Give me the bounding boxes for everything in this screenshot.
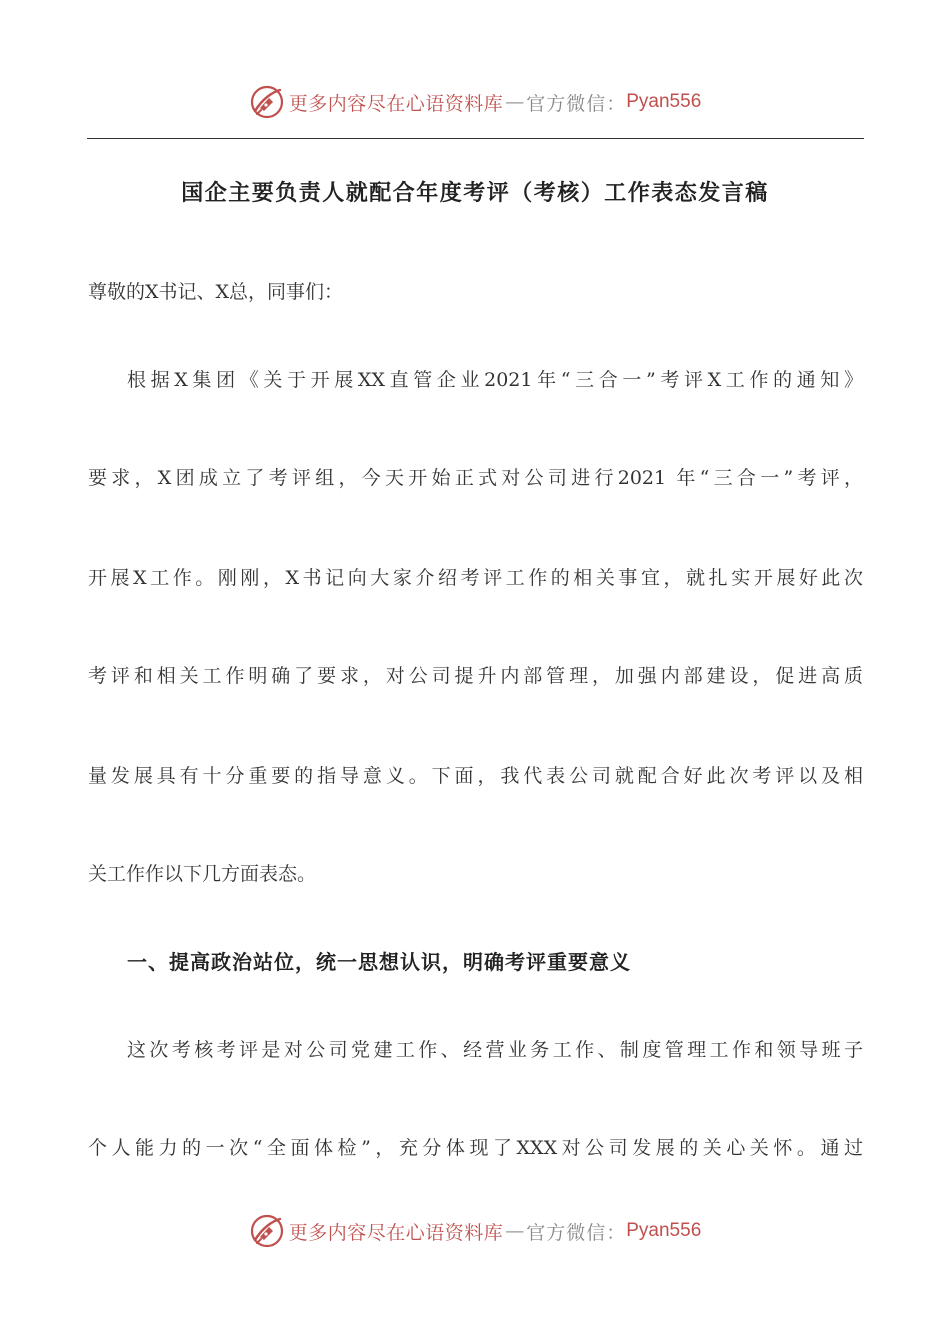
banner-wechat-id: Pyan556 [626,91,702,112]
footer-banner [0,1211,950,1251]
paragraph-line: 要求，X团成立了考评组，今天开始正式对公司进行2021 年“三合一”考评， [88,467,863,489]
paragraph-line: 根据X集团《关于开展XX直管企业2021年“三合一”考评X工作的通知》 [127,369,863,391]
banner-wechat-label: 官方微信： [526,92,627,115]
banner-site-name: 更多内容尽在心语资料库 [288,92,504,115]
pen-nib-logo-icon [249,84,285,120]
banner-separator: — [505,1220,525,1242]
salutation: 尊敬的X书记、X总，同事们： [88,281,344,303]
banner-site-name: 更多内容尽在心语资料库 [288,1221,504,1244]
banner-separator: — [505,91,525,113]
paragraph-line: 这次考核考评是对公司党建工作、经营业务工作、制度管理工作和领导班子 [127,1039,863,1061]
section-heading: 一、提高政治站位，统一思想认识，明确考评重要意义 [127,950,631,974]
paragraph-line: 开展X工作。刚刚，X书记向大家介绍考评工作的相关事宜，就扎实开展好此次 [88,567,863,589]
banner-wechat-label: 官方微信： [526,1221,627,1244]
paragraph-line: 关工作作以下几方面表态。 [88,863,317,885]
banner-wechat-id: Pyan556 [626,1220,702,1241]
pen-nib-logo-icon [249,1213,285,1249]
header-divider [87,138,864,139]
paragraph-line: 考评和相关工作明确了要求，对公司提升内部管理，加强内部建设，促进高质 [88,665,863,687]
document-title: 国企主要负责人就配合年度考评（考核）工作表态发言稿 [181,181,769,206]
paragraph-line: 量发展具有十分重要的指导意义。下面，我代表公司就配合好此次考评以及相 [88,765,863,787]
header-banner [0,82,950,122]
paragraph-line: 个人能力的一次“全面体检”，充分体现了XXX对公司发展的关心关怀。通过 [88,1137,863,1159]
